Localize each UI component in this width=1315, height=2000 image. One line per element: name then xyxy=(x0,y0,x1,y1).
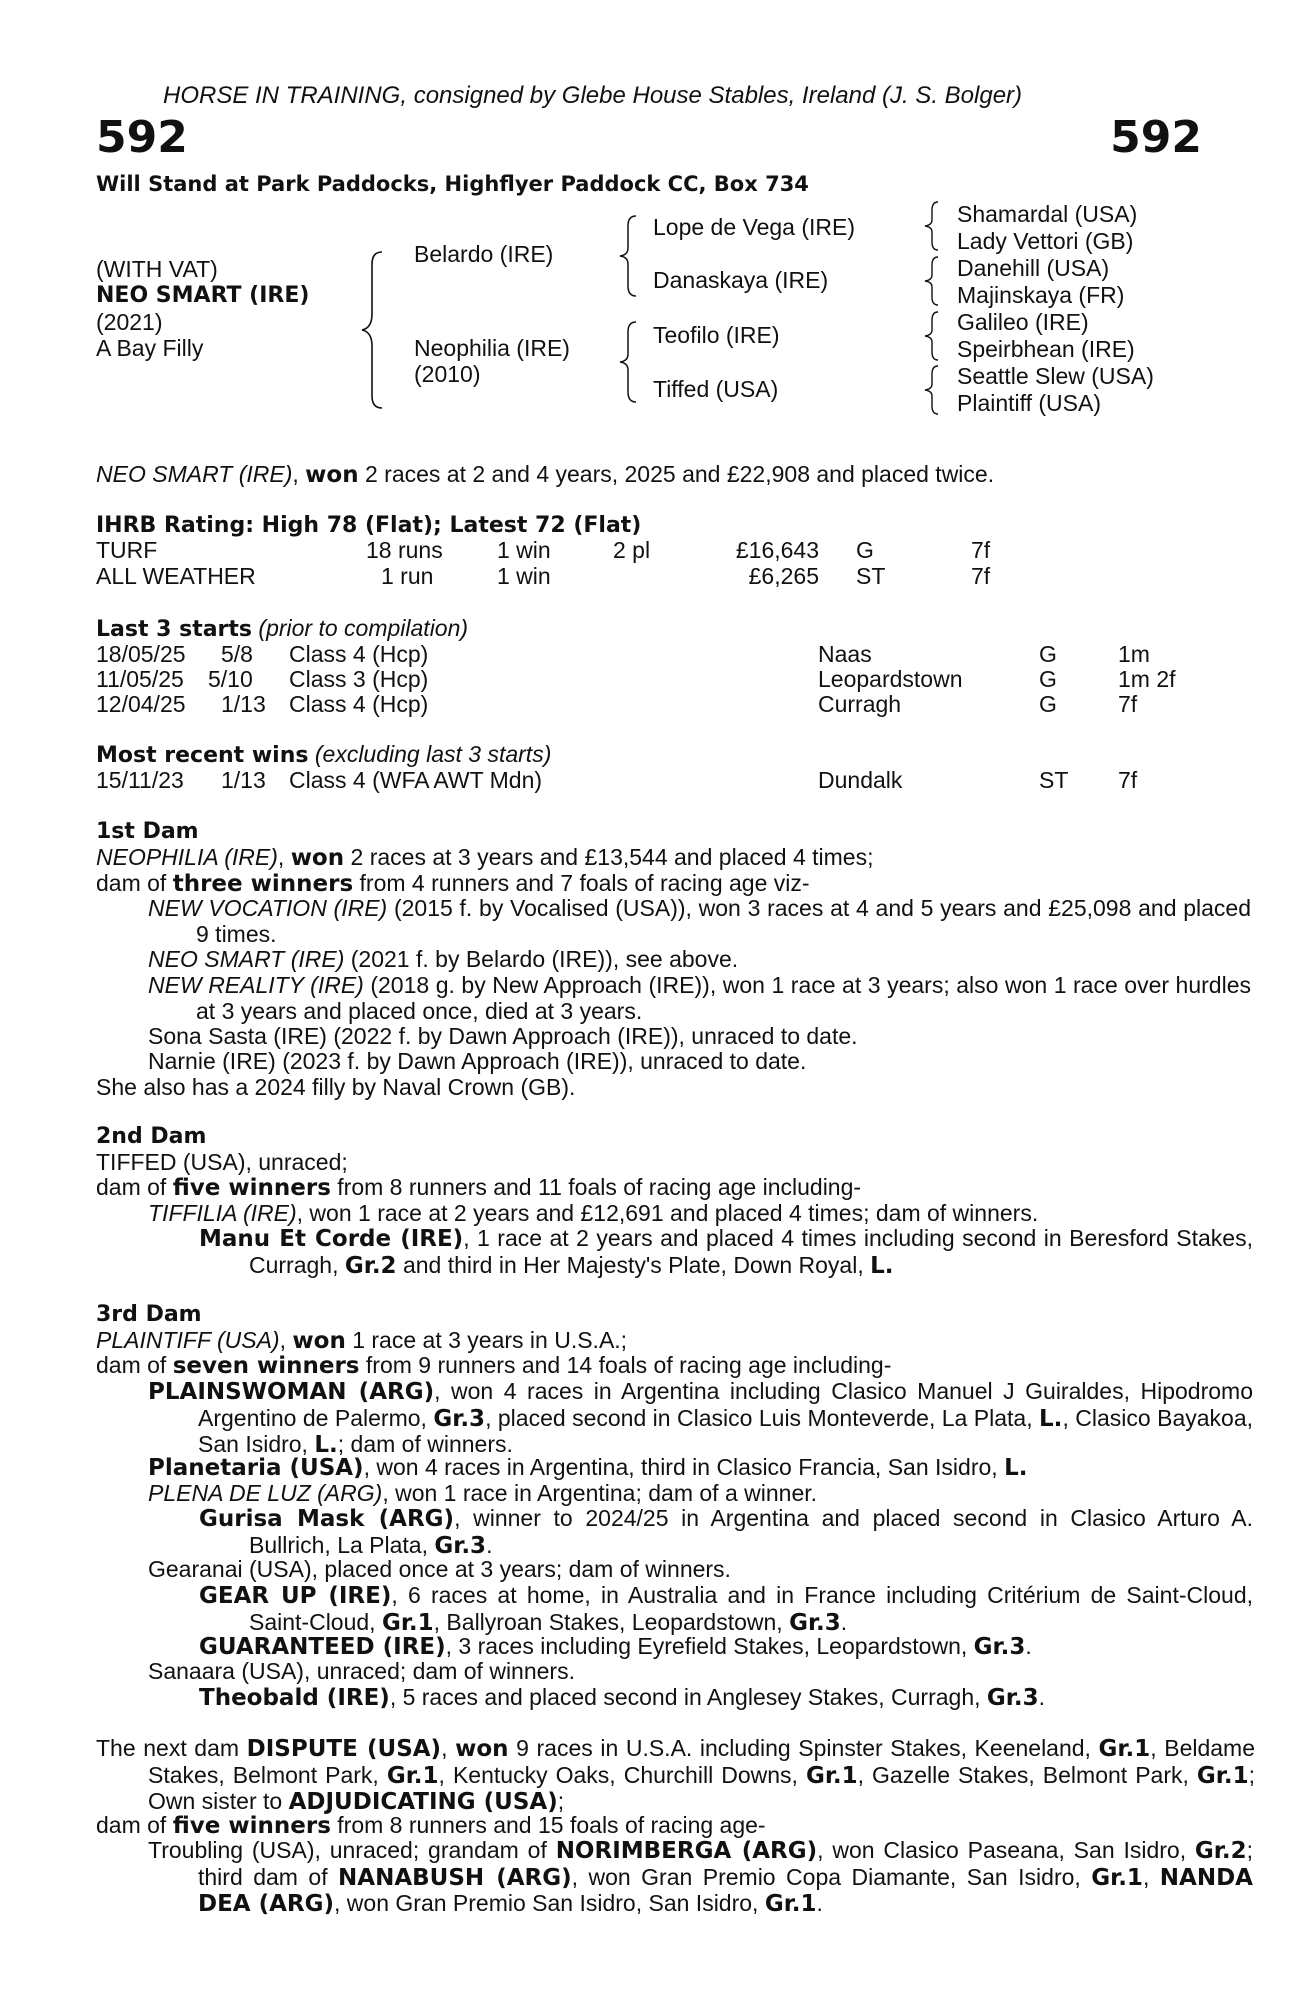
grade: Gr.1 xyxy=(1098,1736,1151,1762)
grade: Gr.1 xyxy=(381,1609,434,1636)
pedigree-brace-main xyxy=(360,250,390,410)
produce-name: NANABUSH (ARG) xyxy=(338,1864,572,1891)
win-class: Class 4 (WFA AWT Mdn) xyxy=(289,767,543,793)
produce-entry xyxy=(199,1685,1045,1712)
start-class: Class 4 (Hcp) xyxy=(289,691,429,717)
start-date: 12/04/25 xyxy=(96,691,186,717)
text: , won Gran Premio Copa Diamante, San Isidro, xyxy=(571,1863,1092,1890)
produce-note: She also has a 2024 filly by Naval Crown (GB). xyxy=(96,1074,576,1100)
first-dam-line xyxy=(96,845,873,872)
separator: , xyxy=(441,1735,456,1761)
ancestor-g3: Danehill (USA) xyxy=(957,255,1110,281)
won-label: won xyxy=(290,845,345,871)
second-dam-line: TIFFED (USA), unraced; xyxy=(96,1149,348,1175)
produce-name: NEO SMART (IRE) xyxy=(148,946,345,972)
first-dam-produce-line xyxy=(96,871,810,898)
text: from 9 runners and 14 foals of racing age including- xyxy=(359,1352,892,1378)
text: . xyxy=(1038,1684,1045,1710)
produce-name: TIFFILIA (IRE) xyxy=(148,1200,297,1226)
text: , Beldame Stakes, Belmont Park, xyxy=(148,1735,1255,1788)
text: dam of xyxy=(96,1352,173,1378)
winners-count: five winners xyxy=(172,1175,331,1201)
second-dam-heading: 2nd Dam xyxy=(96,1124,207,1149)
dam-name: Neophilia (IRE) xyxy=(414,335,570,361)
text: and third in Her Majesty's Plate, Down Royal, xyxy=(396,1251,871,1278)
rating-going: G xyxy=(856,537,874,563)
stand-line: Will Stand at Park Paddocks, Highflyer Paddock CC, Box 734 xyxy=(96,172,809,196)
produce-entry: Gearanai (USA), placed once at 3 years; dam of winners. xyxy=(148,1556,731,1582)
produce-entry xyxy=(148,1379,1253,1459)
text: , won 4 races in Argentina including Clasico Manuel J Guiraldes, Hipodromo Argentino de Palermo, xyxy=(198,1378,1253,1431)
ancestor-g3: Galileo (IRE) xyxy=(957,309,1089,335)
text: ; third dam of xyxy=(198,1837,1253,1890)
win-distance: 7f xyxy=(1118,767,1138,793)
rating-prize: £16,643 xyxy=(735,537,819,563)
grade: Gr.1 xyxy=(805,1762,858,1789)
start-course: Curragh xyxy=(818,691,902,717)
second-dam-produce-line xyxy=(96,1175,861,1202)
horse-description: A Bay Filly xyxy=(96,335,204,361)
rating-distance: 7f xyxy=(971,563,991,589)
lot-number-left: 592 xyxy=(96,112,188,163)
separator: , xyxy=(1142,1863,1160,1890)
start-distance: 1m xyxy=(1118,641,1150,667)
start-row xyxy=(0,667,1315,693)
start-course: Naas xyxy=(818,641,872,667)
start-going: G xyxy=(1039,641,1057,667)
grade: Gr.3 xyxy=(973,1634,1026,1660)
text: ; Own sister to xyxy=(148,1761,1255,1815)
sire-dam-name: Danaskaya (IRE) xyxy=(653,267,829,293)
rating-prize: £6,265 xyxy=(748,563,819,589)
text: , won Clasico Paseana, San Isidro, xyxy=(817,1837,1195,1863)
ancestor-g3: Lady Vettori (GB) xyxy=(957,228,1134,254)
lot-number-right: 592 xyxy=(1110,112,1202,163)
third-dam-name: PLAINTIFF (USA) xyxy=(96,1327,280,1353)
produce-name: NEW REALITY (IRE) xyxy=(148,972,364,998)
listed: L. xyxy=(1039,1405,1063,1432)
sire-name: Belardo (IRE) xyxy=(414,241,554,267)
produce-name: Theobald (IRE) xyxy=(199,1685,390,1711)
produce-entry xyxy=(148,1455,1027,1482)
grade: Gr.3 xyxy=(789,1609,841,1636)
rating-surface: ALL WEATHER xyxy=(96,563,256,589)
produce-entry xyxy=(148,947,738,973)
produce-entry xyxy=(148,1481,817,1507)
produce-entry: Sona Sasta (IRE) (2022 f. by Dawn Approach (IRE)), unraced to date. xyxy=(148,1023,858,1049)
grade: Gr.1 xyxy=(386,1762,439,1789)
produce-name: NANDA DEA (ARG) xyxy=(198,1864,1253,1918)
third-dam-heading: 3rd Dam xyxy=(96,1302,202,1327)
grade: Gr.1 xyxy=(1091,1864,1143,1891)
winners-count: five winners xyxy=(172,1813,331,1839)
win-course: Dundalk xyxy=(818,767,903,793)
produce-name: GEAR UP (IRE) xyxy=(199,1583,392,1609)
produce-name: Planetaria (USA) xyxy=(148,1455,364,1481)
produce-entry xyxy=(199,1634,1032,1661)
sister-name: ADJUDICATING (USA) xyxy=(288,1789,558,1816)
text: . xyxy=(486,1531,493,1558)
rating-wins: 1 win xyxy=(497,563,551,589)
ancestor-g3: Speirbhean (IRE) xyxy=(957,336,1135,362)
text: , Clasico Bayakoa, San Isidro, xyxy=(198,1404,1253,1458)
rating-heading: IHRB Rating: High 78 (Flat); Latest 72 (Flat) xyxy=(96,513,642,538)
horse-year: (2021) xyxy=(96,309,163,335)
start-class: Class 3 (Hcp) xyxy=(289,666,429,692)
listed: L. xyxy=(314,1432,338,1459)
text: , won 4 races in Argentina, third in Clasico Francia, San Isidro, xyxy=(363,1454,1005,1480)
winners-count: seven winners xyxy=(172,1353,360,1379)
text: , 5 races and placed second in Anglesey Stakes, Curragh, xyxy=(389,1684,987,1710)
text: . xyxy=(840,1608,848,1635)
produce-record: , won 1 race at 2 years and £12,691 and placed 4 times; dam of winners. xyxy=(296,1200,1039,1226)
last3-heading-line xyxy=(96,616,468,643)
rating-wins: 1 win xyxy=(497,537,551,563)
pedigree-brace-g3-3 xyxy=(922,310,944,362)
third-dam-produce-line xyxy=(96,1353,891,1380)
produce-entry xyxy=(148,896,1251,947)
start-position: 5/10 xyxy=(208,666,253,692)
ancestor-g3: Majinskaya (FR) xyxy=(957,282,1125,308)
dam-year: (2010) xyxy=(414,361,481,387)
rating-row xyxy=(0,538,1315,564)
produce-entry: Narnie (IRE) (2023 f. by Dawn Approach (IRE)), unraced to date. xyxy=(148,1048,807,1074)
start-date: 18/05/25 xyxy=(96,641,186,667)
text: , Gazelle Stakes, Belmont Park, xyxy=(857,1761,1197,1788)
listed: L. xyxy=(1004,1455,1028,1481)
rating-placed: 2 pl xyxy=(613,537,651,563)
start-distance: 1m 2f xyxy=(1118,666,1176,692)
produce-record: (2021 f. by Belardo (IRE)), see above. xyxy=(344,946,739,972)
first-dam-record: 2 races at 3 years and £13,544 and placed 4 times; xyxy=(344,844,874,870)
text: 1 race at 3 years in U.S.A.; xyxy=(345,1327,628,1353)
summary-won: won xyxy=(305,462,359,488)
text: dam of xyxy=(96,1812,173,1838)
next-dam-paragraph xyxy=(96,1736,1255,1816)
produce-entry xyxy=(148,1201,1038,1227)
first-dam-heading: 1st Dam xyxy=(96,819,199,844)
rating-surface: TURF xyxy=(96,537,158,563)
text: dam of xyxy=(96,870,173,896)
produce-entry xyxy=(199,1583,1253,1636)
produce-name: NEW VOCATION (IRE) xyxy=(148,895,388,921)
last3-note: (prior to compilation) xyxy=(258,615,469,641)
recent-heading: Most recent wins xyxy=(96,743,309,768)
dam-sire-name: Teofilo (IRE) xyxy=(653,322,780,348)
winners-count: three winners xyxy=(172,871,354,897)
next-dam-name: DISPUTE (USA) xyxy=(246,1736,442,1762)
listed: L. xyxy=(870,1252,894,1279)
grade: Gr.2 xyxy=(1194,1838,1247,1864)
text: from 4 runners and 7 foals of racing age viz- xyxy=(353,870,810,896)
first-dam-name: NEOPHILIA (IRE) xyxy=(96,844,278,870)
grade: Gr.1 xyxy=(764,1891,817,1918)
text: The next dam xyxy=(96,1735,247,1761)
horse-name: NEO SMART (IRE) xyxy=(96,283,310,308)
pedigree-brace-g3-2 xyxy=(922,255,944,307)
summary-rest: 2 races at 2 and 4 years, 2025 and £22,908 and placed twice. xyxy=(358,461,995,487)
text: dam of xyxy=(96,1174,173,1200)
text: , won Gran Premio San Isidro, San Isidro, xyxy=(334,1890,765,1917)
text: ; dam of winners. xyxy=(337,1431,513,1458)
text: 9 races in U.S.A. including Spinster Stakes, Keeneland, xyxy=(508,1735,1099,1761)
pedigree-brace-g3-1 xyxy=(922,200,944,252)
produce-entry xyxy=(148,973,1251,1024)
text: . xyxy=(816,1890,823,1917)
text: . xyxy=(1025,1633,1032,1659)
produce-name: GUARANTEED (IRE) xyxy=(199,1634,446,1660)
produce-entry: Sanaara (USA), unraced; dam of winners. xyxy=(148,1658,575,1684)
produce-entry xyxy=(199,1506,1253,1559)
text: , won 1 race in Argentina; dam of a winner. xyxy=(382,1480,818,1506)
grade: Gr.1 xyxy=(1196,1762,1249,1789)
win-going: ST xyxy=(1039,767,1069,793)
start-row xyxy=(0,642,1315,668)
rating-runs: 1 run xyxy=(381,563,434,589)
third-dam-line xyxy=(96,1328,627,1355)
text: , 1 race at 2 years and placed 4 times including second in Beresford Stakes, Curragh, xyxy=(249,1225,1253,1278)
text: , 6 races at home, in Australia and in France including Critérium de Saint-Cloud, Saint-Cloud, xyxy=(249,1582,1253,1635)
produce-name: Manu Et Corde (IRE) xyxy=(199,1226,464,1252)
text: , 3 races including Eyrefield Stakes, Leopardstown, xyxy=(445,1633,974,1659)
separator: , xyxy=(277,844,291,870)
start-distance: 7f xyxy=(1118,691,1138,717)
win-date: 15/11/23 xyxy=(96,767,184,793)
start-position: 1/13 xyxy=(221,691,266,717)
start-position: 5/8 xyxy=(221,641,253,667)
summary-horse-name: NEO SMART (IRE) xyxy=(96,461,293,487)
produce-record: (2018 g. by New Approach (IRE)), won 1 race at 3 years; also won 1 race over hurdles at 3 years and placed once, died at 3 years. xyxy=(196,972,1251,1024)
text: , Ballyroan Stakes, Leopardstown, xyxy=(433,1608,790,1635)
text: , winner to 2024/25 in Argentina and placed second in Clasico Arturo A. Bullrich, La Plata, xyxy=(249,1505,1253,1558)
last3-heading: Last 3 starts xyxy=(96,617,253,642)
start-date: 11/05/25 xyxy=(96,666,184,692)
rating-distance: 7f xyxy=(971,537,991,563)
text: from 8 runners and 11 foals of racing age including- xyxy=(330,1174,862,1200)
win-row xyxy=(0,768,1315,794)
vat-label: (WITH VAT) xyxy=(96,256,218,282)
race-summary: NEO SMART (IRE), won 2 races at 2 and 4 years, 2025 and £22,908 and placed twice. xyxy=(96,461,995,488)
pedigree-brace-g3-4 xyxy=(922,364,944,416)
grade: Gr.2 xyxy=(344,1252,397,1279)
text: ; xyxy=(557,1788,565,1815)
text: , placed second in Clasico Luis Monteverde, La Plata, xyxy=(485,1404,1040,1431)
grade: Gr.3 xyxy=(434,1532,487,1559)
separator: , xyxy=(279,1327,293,1353)
sire-sire-name: Lope de Vega (IRE) xyxy=(653,214,856,240)
start-course: Leopardstown xyxy=(818,666,963,692)
produce-name: PLENA DE LUZ (ARG) xyxy=(148,1480,383,1506)
win-position: 1/13 xyxy=(221,767,266,793)
produce-name: Gurisa Mask (ARG) xyxy=(199,1506,455,1532)
rating-going: ST xyxy=(856,563,886,589)
dam-dam-name: Tiffed (USA) xyxy=(653,376,779,402)
produce-record: (2015 f. by Vocalised (USA)), won 3 races at 4 and 5 years and £25,098 and placed 9 times. xyxy=(196,895,1252,947)
recent-heading-line xyxy=(96,742,551,769)
consignor-line: HORSE IN TRAINING, consigned by Glebe House Stables, Ireland (J. S. Bolger) xyxy=(163,82,1023,109)
won-label: won xyxy=(292,1328,346,1354)
ancestor-g3: Seattle Slew (USA) xyxy=(957,363,1154,389)
text: , Kentucky Oaks, Churchill Downs, xyxy=(438,1761,806,1788)
start-row xyxy=(0,692,1315,718)
rating-row xyxy=(0,564,1315,590)
pedigree-brace-sire xyxy=(618,214,642,298)
start-going: G xyxy=(1039,691,1057,717)
ancestor-g3: Shamardal (USA) xyxy=(957,201,1138,227)
recent-note: (excluding last 3 starts) xyxy=(314,741,552,767)
produce-entry xyxy=(199,1226,1253,1279)
text: Troubling (USA), unraced; grandam of xyxy=(148,1837,556,1863)
grade: Gr.3 xyxy=(433,1405,486,1432)
next-dam-produce-line xyxy=(96,1813,766,1840)
produce-entry xyxy=(148,1838,1253,1918)
won-label: won xyxy=(455,1736,509,1762)
text: from 8 runners and 15 foals of racing age- xyxy=(330,1812,766,1838)
grade: Gr.3 xyxy=(986,1685,1039,1711)
pedigree-brace-dam xyxy=(618,320,642,404)
produce-name: PLAINSWOMAN (ARG) xyxy=(148,1379,435,1405)
ancestor-g3: Plaintiff (USA) xyxy=(957,390,1102,416)
produce-name: NORIMBERGA (ARG) xyxy=(555,1838,818,1864)
start-going: G xyxy=(1039,666,1057,692)
start-class: Class 4 (Hcp) xyxy=(289,641,429,667)
rating-runs: 18 runs xyxy=(366,537,443,563)
